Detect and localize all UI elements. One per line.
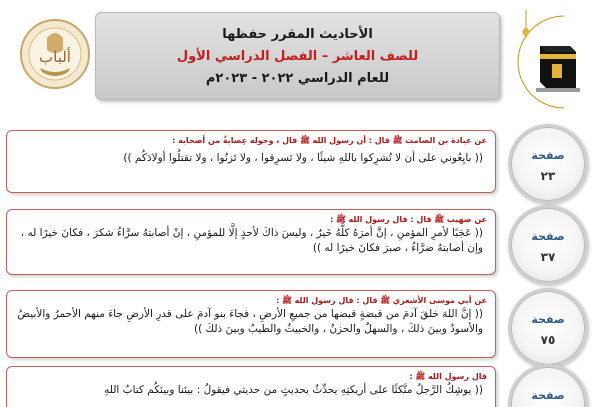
hadith-card — [6, 290, 496, 358]
hadith-text: (( عَجَبًا لأمرِ المؤمنِ ، إنَّ أمرَهُ كلَّهُ خَيرٌ ، وليسَ ذاكَ لأحدٍ إلَّا للمؤمنِ ، إنْ أصابتهُ سرَّاءُ شكرَ ، فكانَ خيرًا له ، وإن أصابتهُ ضرَّاءُ ، صبرَ فكانَ خيرًا له )) — [20, 227, 483, 254]
hadith-intro: عن صهيب ﷺ قال : قال رسول الله ﷺ : — [330, 215, 487, 224]
page-label: صفحة — [531, 230, 565, 243]
title-line-3: للعام الدراسي ٢٠٢٢ - ٢٠٢٣م — [205, 71, 390, 86]
hadith-text: (( يوشِكُ الرَّجلُ متَّكئًا على أريكتِهِ يحدِّثُ بحديثٍ من حديثي فيقولُ : بينَنا وبينَكُم كتابُ اللهِ — [104, 384, 483, 396]
page-reference-badge — [508, 124, 588, 204]
page-reference-badge — [508, 288, 588, 368]
page-number: ٧٥ — [540, 333, 556, 347]
hadith-text: (( بايِعُوني على أن لا تُشرِكوا باللهِ شيئًا ، ولا تَسرِقوا ، ولا تَزنُوا ، ولا تقتلُوا أولادَكُم )) — [123, 152, 483, 164]
header-title-box — [95, 12, 500, 100]
hadith-card — [6, 130, 496, 193]
page-label: صفحة — [531, 149, 565, 162]
page-reference-badge — [508, 364, 588, 407]
hadith-intro: قال رسول الله ﷺ : — [409, 372, 487, 381]
title-line-2: للصف العاشر – الفصل الدراسي الأول — [176, 49, 419, 64]
hadith-text: (( إنَّ اللهَ خلقَ آدمَ من قبضةٍ قبضها من جميعِ الأرضِ ، فجاءَ بنو آدمَ على قدرِ الأرضِ جاءَ منهم الأحمرُ والأبيضُ والأسودُ وبينَ ذلكَ ، والسهلُ والحزنُ ، والخبيثُ والطيبُ وبينَ ذلكَ )) — [17, 308, 483, 335]
page-reference-badge — [508, 205, 588, 285]
hadith-card — [6, 366, 496, 407]
kaaba-crescent-icon — [512, 4, 598, 114]
page-label: صفحة — [531, 313, 565, 326]
logo-lettering: ألباب — [39, 48, 71, 66]
title-line-1: الأحاديث المقرر حفظها — [222, 27, 373, 42]
hadith-card — [6, 209, 496, 275]
hadith-intro: عن أبي موسى الأشعري ﷺ قال : قال رسول الله ﷺ : — [276, 296, 487, 305]
page-number: ٢٣ — [540, 169, 556, 183]
hadith-intro: عن عبادة بن الصامت ﷺ قال : أن رسول الله ﷺ قال ، وحوله عِصابةٌ من أصحابه : — [172, 136, 487, 145]
school-logo — [18, 10, 92, 96]
page-number: ٣٧ — [540, 250, 556, 264]
page-label: صفحة — [531, 389, 565, 402]
